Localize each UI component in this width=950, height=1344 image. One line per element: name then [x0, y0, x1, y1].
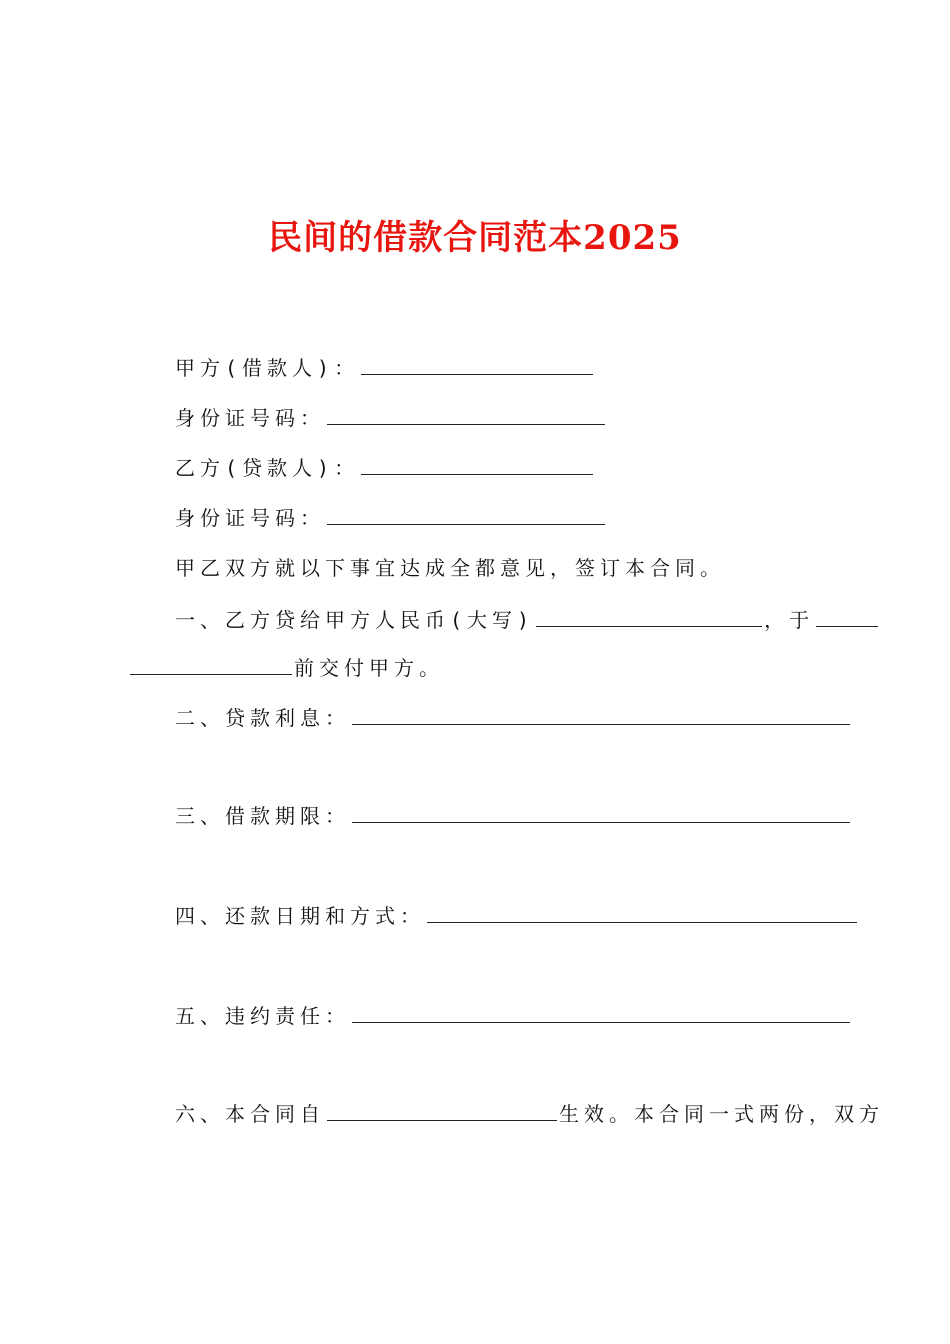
clause-5-line	[175, 1000, 852, 1029]
party-b-blank[interactable]	[361, 458, 593, 475]
party-a-line	[175, 352, 595, 381]
date-blank-start[interactable]	[816, 610, 878, 627]
clause-1-line	[175, 604, 880, 633]
clause-1-text-c: 前交付甲方。	[294, 656, 444, 680]
term-blank[interactable]	[352, 806, 850, 823]
clause-2-line	[175, 702, 852, 731]
party-a-blank[interactable]	[361, 358, 593, 375]
document-title: 民间的借款合同范本2025	[268, 218, 682, 258]
party-a-id-line	[175, 402, 607, 431]
agreement-line: 甲乙双方就以下事宜达成全都意见，签订本合同。	[175, 556, 725, 580]
interest-blank[interactable]	[352, 708, 850, 725]
party-b-id-label: 身份证号码：	[175, 506, 325, 530]
clause-4-label: 四、还款日期和方式：	[175, 904, 425, 928]
party-b-id-line	[175, 502, 607, 531]
party-b-line	[175, 452, 595, 481]
clause-5-label: 五、违约责任：	[175, 1004, 350, 1028]
clause-3-line	[175, 800, 852, 829]
party-a-label: 甲方(借款人)：	[175, 356, 360, 380]
clause-1-continuation	[128, 652, 444, 681]
clause-6-line	[175, 1098, 884, 1127]
effective-date-blank[interactable]	[327, 1104, 557, 1121]
party-a-id-blank[interactable]	[327, 408, 605, 425]
amount-blank[interactable]	[536, 610, 762, 627]
party-a-id-label: 身份证号码：	[175, 406, 325, 430]
clause-3-label: 三、借款期限：	[175, 804, 350, 828]
liability-blank[interactable]	[352, 1006, 850, 1023]
clause-6-text-b: 生效。本合同一式两份，双方	[559, 1102, 884, 1126]
clause-1-text-a: 一、乙方贷给甲方人民币(大写)	[175, 608, 535, 632]
clause-6-text-a: 六、本合同自	[175, 1102, 325, 1126]
date-blank-end[interactable]	[130, 658, 292, 675]
clause-4-line	[175, 900, 859, 929]
party-b-label: 乙方(贷款人)：	[175, 456, 360, 480]
clause-1-text-b: ，于	[764, 608, 815, 632]
party-b-id-blank[interactable]	[327, 508, 605, 525]
repayment-blank[interactable]	[427, 906, 857, 923]
clause-2-label: 二、贷款利息：	[175, 706, 350, 730]
